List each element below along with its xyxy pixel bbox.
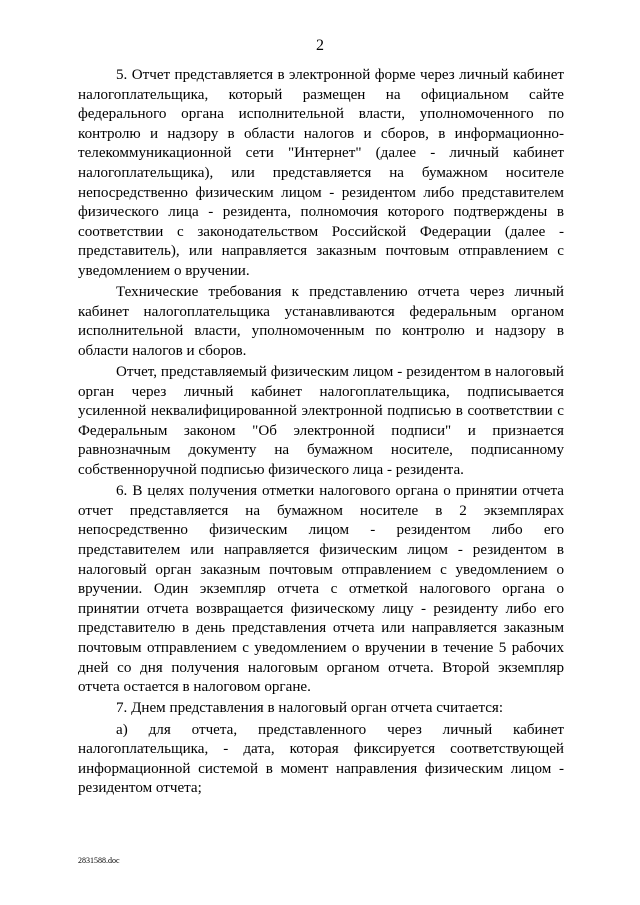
page-number: 2 (316, 37, 324, 54)
footer-filename: 2831588.doc (78, 856, 120, 865)
paragraph-item-5: 5. Отчет представляется в электронной форме через личный кабинет налогоплательщика, который размещен на официальном сайте федерального органа исполнительной власти, уполномоченного по контролю и надзору в области налогов и сборов, в информационно-телекоммуникационной сети "Интернет" (далее - личный кабинет налогоплательщика), или представляется на бумажном носителе непосредственно физическим лицом - резидентом либо представителем физического лица - резидента, полномочия которого подтверждены в соответствии с законодательством Российской Федерации (далее - представитель), или направляется заказным почтовым отправлением с уведомлением о вручении. (78, 67, 564, 279)
paragraph-item-6: 6. В целях получения отметки налогового органа о принятии отчета отчет представляется на бумажном носителе в 2 экземплярах непосредственно физическим лицом - резидентом либо его представителем или направляется физическим лицом - резидентом в налоговый орган заказным почтовым отправлением с уведомлением о вручении. Один экземпляр отчета с отметкой налогового органа о принятии отчета возвращается физическому лицу - резиденту либо его представителю в день представления отчета или направляется заказным почтовым отправлением с уведомлением о вручении в течение 5 рабочих дней со дня получения налоговым органом отчета. Второй экземпляр отчета остается в налоговом органе. (78, 483, 564, 696)
paragraph-electronic-signature: Отчет, представляемый физическим лицом - резидентом в налоговый орган через личный кабинет налогоплательщика, подписывается усиленной неквалифицированной электронной подписью в соответствии с Федеральным законом "Об электронной подписи" и признается равнозначным документу на бумажном носителе, подписанному собственноручной подписью физического лица - резидента. (78, 364, 564, 479)
paragraph-item-7a: а) для отчета, представленного через личный кабинет налогоплательщика, - дата, которая фиксируется соответствующей информационной системой в момент направления физическим лицом - резидентом отчета; (78, 721, 564, 797)
paragraph-item-7: 7. Днем представления в налоговый орган отчета считается: (116, 700, 504, 717)
document-body (78, 66, 564, 801)
paragraph-technical-requirements: Технические требования к представлению отчета через личный кабинет налогоплательщика устанавливаются федеральным органом исполнительной власти, уполномоченным по контролю и надзору в области налогов и сборов. (78, 284, 564, 359)
